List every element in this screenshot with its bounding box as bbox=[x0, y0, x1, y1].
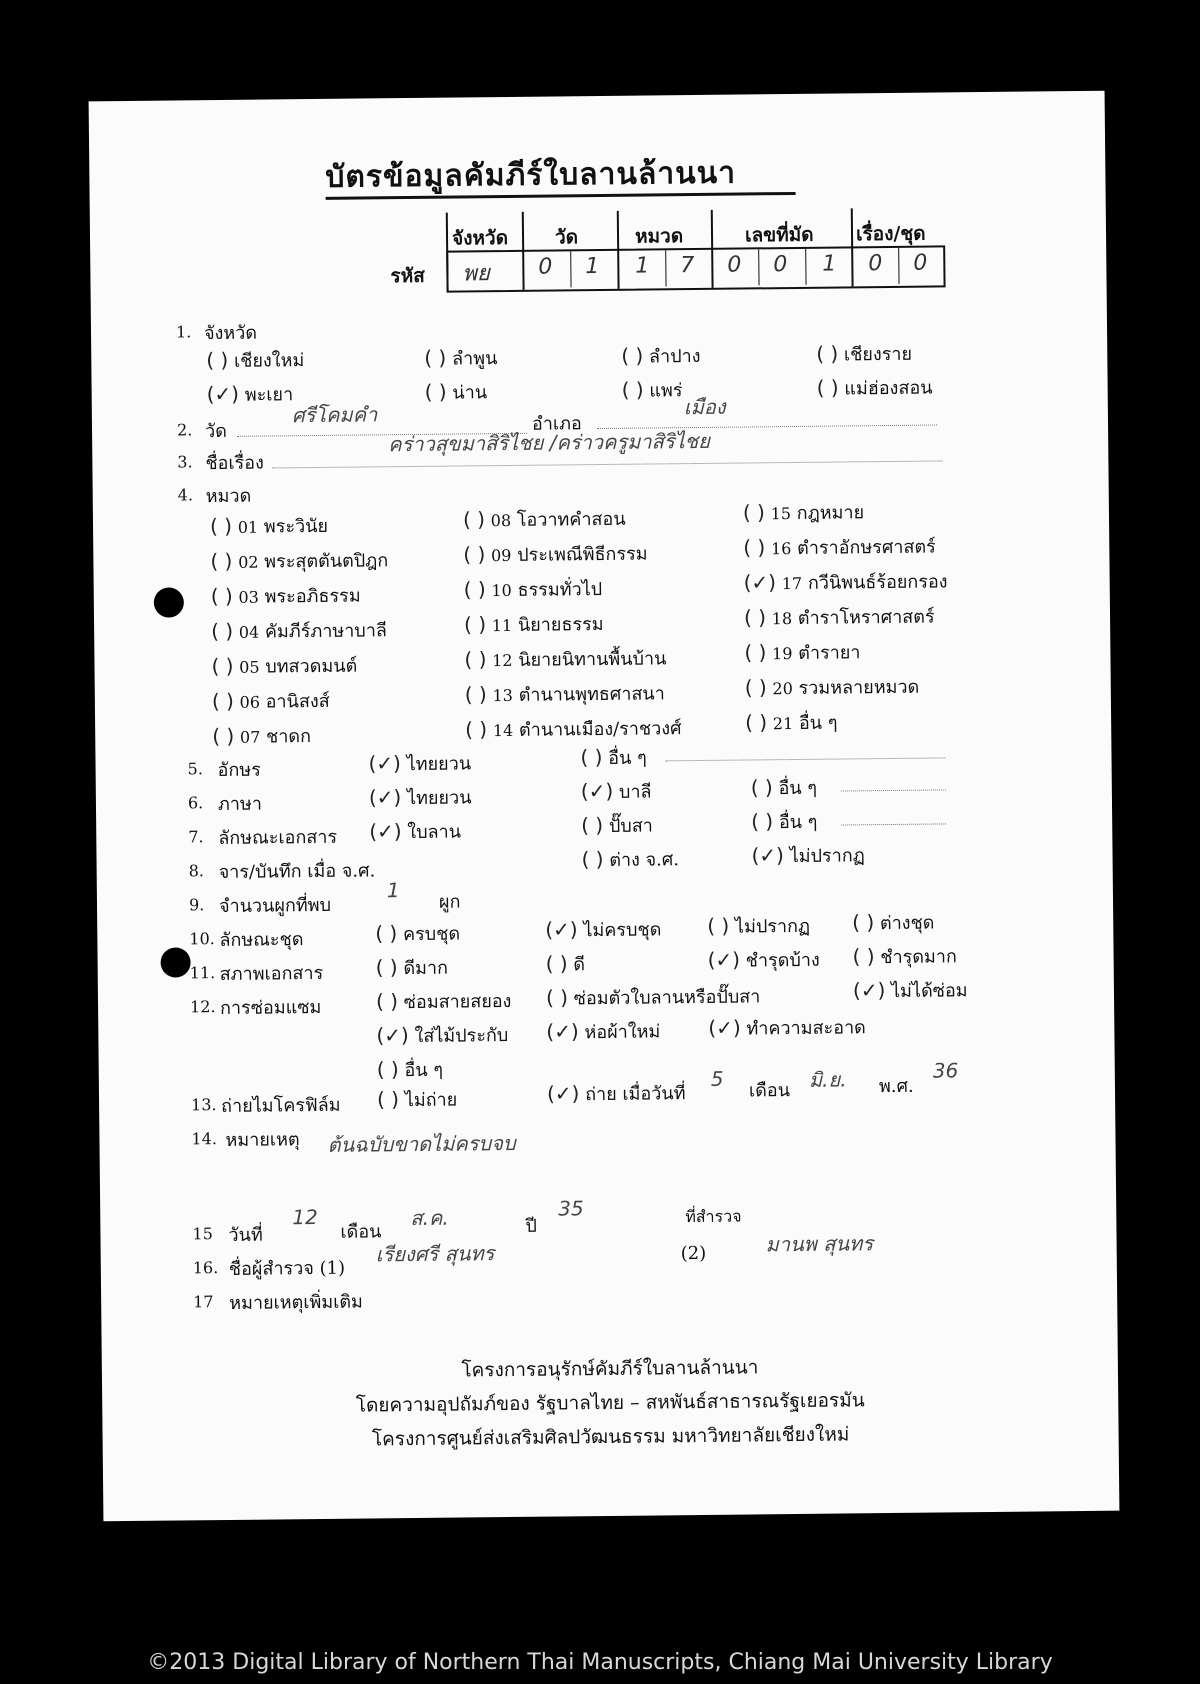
remark-label: หมายเหตุ bbox=[225, 1129, 300, 1151]
section-number: 15 bbox=[192, 1224, 213, 1244]
repair-option-none[interactable]: (✓) ไม่ได้ซ่อม bbox=[852, 978, 968, 1003]
category-item[interactable]: ( ) 02 พระสุตตันตปิฎก bbox=[210, 548, 389, 574]
language-option-thaiyuan[interactable]: (✓) ไทยยวน bbox=[368, 785, 472, 810]
province-option-phrae[interactable]: ( ) แพร่ bbox=[621, 377, 683, 402]
survey-year-label: ปี bbox=[525, 1215, 537, 1237]
category-item[interactable]: ( ) 14 ตำนานเมือง/ราชวงศ์ bbox=[465, 717, 682, 742]
category-item[interactable]: ( ) 12 นิยายนิทานพื้นบ้าน bbox=[464, 647, 667, 672]
surveyor-2-name: มานพ สุนทร bbox=[765, 1231, 874, 1257]
bundle-unit: ผูก bbox=[438, 891, 461, 913]
title-label: ชื่อเรื่อง bbox=[205, 452, 264, 475]
set-status-label: ลักษณะชุด bbox=[219, 929, 304, 952]
category-item[interactable]: (✓) 17 กวีนิพนธ์ร้อยกรอง bbox=[743, 570, 948, 595]
category-item[interactable]: ( ) 18 ตำราโหราศาสตร์ bbox=[743, 605, 935, 630]
repair-option-new-cloth[interactable]: (✓) ห่อผ้าใหม่ bbox=[546, 1019, 661, 1044]
code-header-province: จังหวัด bbox=[451, 226, 509, 250]
bundle-count-value: 1 bbox=[386, 878, 400, 903]
category-item[interactable]: ( ) 16 ตำราอักษรศาสตร์ bbox=[743, 535, 936, 560]
section-number: 10. bbox=[189, 929, 215, 949]
province-option-phayao[interactable]: (✓) พะเยา bbox=[206, 381, 294, 407]
category-item[interactable]: ( ) 06 อานิสงส์ bbox=[211, 688, 330, 714]
set-option-unknown[interactable]: ( ) ไม่ปรากฏ bbox=[707, 913, 811, 938]
code-cell: 1 bbox=[585, 254, 600, 280]
survey-day: 12 bbox=[292, 1205, 318, 1230]
document-type-option-other[interactable]: ( ) อื่น ๆ bbox=[751, 809, 818, 834]
category-item[interactable]: ( ) 07 ชาดก bbox=[212, 723, 312, 749]
category-item[interactable]: ( ) 05 บทสวดมนต์ bbox=[211, 653, 358, 679]
code-cell: 1 bbox=[822, 251, 837, 277]
language-label: ภาษา bbox=[217, 793, 263, 816]
section-number: 4. bbox=[177, 485, 194, 505]
condition-option-excellent[interactable]: ( ) ดีมาก bbox=[375, 955, 449, 980]
language-option-other[interactable]: ( ) อื่น ๆ bbox=[750, 775, 818, 800]
section-number: 16. bbox=[192, 1258, 219, 1278]
document-type-label: ลักษณะเอกสาร bbox=[218, 826, 338, 850]
set-option-incomplete[interactable]: (✓) ไม่ครบชุด bbox=[545, 917, 662, 942]
microfilm-label: ถ่ายไมโครฟิล์ม bbox=[221, 1094, 341, 1118]
province-option-chiangrai[interactable]: ( ) เชียงราย bbox=[816, 341, 913, 366]
code-cell: 7 bbox=[680, 253, 695, 279]
code-label: รหัส bbox=[390, 264, 425, 288]
microfilm-day: 5 bbox=[710, 1066, 724, 1091]
repair-option-leaf[interactable]: ( ) ซ่อมตัวใบลานหรือปั๊บสา bbox=[545, 985, 761, 1010]
punch-hole bbox=[154, 587, 184, 617]
province-option-lampang[interactable]: ( ) ลำปาง bbox=[621, 343, 701, 368]
survey-place-label: ที่สำรวจ bbox=[685, 1206, 742, 1227]
province-option-maehongson[interactable]: ( ) แม่ฮ่องสอน bbox=[816, 375, 933, 400]
category-item[interactable]: ( ) 15 กฎหมาย bbox=[742, 500, 865, 525]
inscription-option-unknown[interactable]: (✓) ไม่ปรากฏ bbox=[751, 843, 865, 868]
punch-hole bbox=[160, 947, 190, 977]
category-item[interactable]: ( ) 04 คัมภีร์ภาษาบาลี bbox=[211, 618, 388, 644]
condition-option-heavy-damage[interactable]: ( ) ชำรุดมาก bbox=[852, 944, 957, 969]
code-cell: 0 bbox=[538, 254, 553, 280]
category-item[interactable]: ( ) 10 ธรรมทั่วไป bbox=[463, 577, 603, 602]
section-number: 1. bbox=[175, 322, 192, 342]
additional-remark-label: หมายเหตุเพิ่มเติม bbox=[229, 1291, 363, 1314]
code-header-temple: วัด bbox=[554, 226, 579, 249]
set-option-mixed[interactable]: ( ) ต่างชุด bbox=[852, 910, 935, 935]
surveyor-2-label: (2) bbox=[680, 1242, 707, 1265]
code-header-bundle: เลขที่มัด bbox=[744, 223, 814, 247]
microfilm-month: มิ.ย. bbox=[808, 1067, 847, 1092]
condition-label: สภาพเอกสาร bbox=[219, 962, 324, 986]
repair-option-covers[interactable]: (✓) ใส่ไม้ประกับ bbox=[376, 1023, 509, 1048]
category-item[interactable]: ( ) 21 อื่น ๆ bbox=[745, 710, 838, 735]
code-header-category: หมวด bbox=[634, 225, 684, 248]
category-item[interactable]: ( ) 20 รวมหลายหมวด bbox=[744, 675, 920, 700]
footer-university: โครงการศูนย์ส่งเสริมศิลปวัฒนธรรม มหาวิทยาลัยเชียงใหม่ bbox=[371, 1423, 850, 1451]
section-number: 11. bbox=[189, 963, 216, 983]
district-value: เมือง bbox=[683, 394, 726, 420]
repair-label: การซ่อมแซม bbox=[219, 996, 322, 1020]
footer-project: โครงการอนุรักษ์คัมภีร์ใบลานล้านนา bbox=[461, 1356, 759, 1382]
province-option-lamphun[interactable]: ( ) ลำพูน bbox=[424, 345, 498, 370]
section-number: 2. bbox=[176, 420, 193, 440]
document-type-option-mulberry[interactable]: ( ) ปั๊บสา bbox=[581, 813, 653, 838]
document-type-option-palmleaf[interactable]: (✓) ใบลาน bbox=[369, 819, 462, 844]
footer-sponsor: โดยความอุปถัมภ์ของ รัฐบาลไทย – สหพันธ์สาธารณรัฐเยอรมัน bbox=[355, 1389, 865, 1417]
section-number: 8. bbox=[188, 861, 205, 881]
microfilm-year: 36 bbox=[932, 1058, 959, 1083]
bundle-count-label: จำนวนผูกที่พบ bbox=[218, 894, 332, 918]
category-item[interactable]: ( ) 19 ตำรายา bbox=[744, 640, 861, 665]
surveyor-1-name: เรียงศรี สุนทร bbox=[375, 1241, 495, 1267]
set-option-complete[interactable]: ( ) ครบชุด bbox=[375, 921, 461, 946]
section-number: 5. bbox=[187, 759, 203, 779]
condition-option-good[interactable]: ( ) ดี bbox=[545, 951, 586, 976]
section-number: 17 bbox=[193, 1292, 214, 1312]
microfilm-month-label: เดือน bbox=[748, 1080, 791, 1102]
card-title: บัตรข้อมูลคัมภีร์ใบลานล้านนา bbox=[325, 155, 737, 195]
category-label: หมวด bbox=[205, 485, 252, 508]
title-value: คร่าวสุขมาสิริไชย /คร่าวครูมาสิริไชย bbox=[388, 428, 711, 457]
temple-label: วัด bbox=[204, 420, 227, 443]
code-cell: 0 bbox=[868, 251, 883, 277]
survey-month: ส.ค. bbox=[410, 1205, 449, 1231]
section-number: 13. bbox=[191, 1095, 217, 1115]
section-number: 6. bbox=[187, 793, 204, 813]
category-item[interactable]: ( ) 09 ประเพณีพิธีกรรม bbox=[463, 542, 648, 567]
section-number: 14. bbox=[191, 1129, 218, 1149]
script-label: อักษร bbox=[217, 759, 261, 782]
code-cell: 0 bbox=[727, 252, 742, 278]
code-cell: พย bbox=[462, 261, 490, 287]
record-card bbox=[89, 91, 1120, 1522]
microfilm-year-label: พ.ศ. bbox=[878, 1075, 914, 1098]
microfilm-option-no[interactable]: ( ) ไม่ถ่าย bbox=[376, 1087, 458, 1112]
remark-value: ต้นฉบับขาดไม่ครบจบ bbox=[327, 1130, 516, 1157]
condition-option-some-damage[interactable]: (✓) ชำรุดบ้าง bbox=[707, 947, 820, 972]
district-label: อำเภอ bbox=[531, 413, 582, 435]
inscription-date-label: จาร/บันทึก เมื่อ จ.ศ. bbox=[218, 860, 376, 884]
copyright-notice: ©2013 Digital Library of Northern Thai Manuscripts, Chiang Mai University Library bbox=[147, 1650, 1053, 1675]
repair-option-cleaned[interactable]: (✓) ทำความสะอาด bbox=[708, 1015, 866, 1040]
code-header-story: เรื่อง/ชุด bbox=[855, 222, 926, 246]
code-cell: 0 bbox=[913, 250, 928, 276]
code-cell: 0 bbox=[773, 252, 788, 278]
category-item[interactable]: ( ) 08 โอวาทคำสอน bbox=[462, 507, 626, 532]
code-cell: 1 bbox=[635, 253, 650, 279]
surveyor-label: ชื่อผู้สำรวจ (1) bbox=[228, 1257, 346, 1280]
category-item[interactable]: ( ) 13 ตำนานพุทธศาสนา bbox=[464, 682, 665, 707]
repair-option-other[interactable]: ( ) อื่น ๆ bbox=[376, 1057, 444, 1082]
section-number: 3. bbox=[177, 452, 193, 472]
microfilm-option-yes[interactable]: (✓) ถ่าย เมื่อวันที่ bbox=[546, 1081, 686, 1106]
script-option-other[interactable]: ( ) อื่น ๆ bbox=[580, 745, 647, 770]
category-item[interactable]: ( ) 01 พระวินัย bbox=[209, 513, 329, 539]
survey-year: 35 bbox=[558, 1196, 584, 1221]
province-label: จังหวัด bbox=[203, 322, 258, 345]
repair-option-string[interactable]: ( ) ซ่อมสายสยอง bbox=[375, 989, 512, 1014]
category-item[interactable]: ( ) 03 พระอภิธรรม bbox=[210, 583, 361, 609]
province-option-chiangmai[interactable]: ( ) เชียงใหม่ bbox=[206, 347, 305, 373]
survey-month-label: เดือน bbox=[340, 1221, 382, 1243]
section-number: 7. bbox=[188, 827, 204, 847]
inscription-option-other-date[interactable]: ( ) ต่าง จ.ศ. bbox=[581, 847, 680, 872]
script-option-thaiyuan[interactable]: (✓) ไทยยวน bbox=[368, 751, 472, 776]
language-option-pali[interactable]: (✓) บาลี bbox=[580, 778, 652, 804]
survey-date-label: วันที่ bbox=[228, 1224, 263, 1246]
section-number: 9. bbox=[188, 895, 205, 915]
temple-value: ศรีโคมคำ bbox=[291, 402, 378, 428]
province-option-nan[interactable]: ( ) น่าน bbox=[424, 379, 488, 404]
category-item[interactable]: ( ) 11 นิยายธรรม bbox=[463, 612, 604, 637]
section-number: 12. bbox=[189, 997, 216, 1017]
